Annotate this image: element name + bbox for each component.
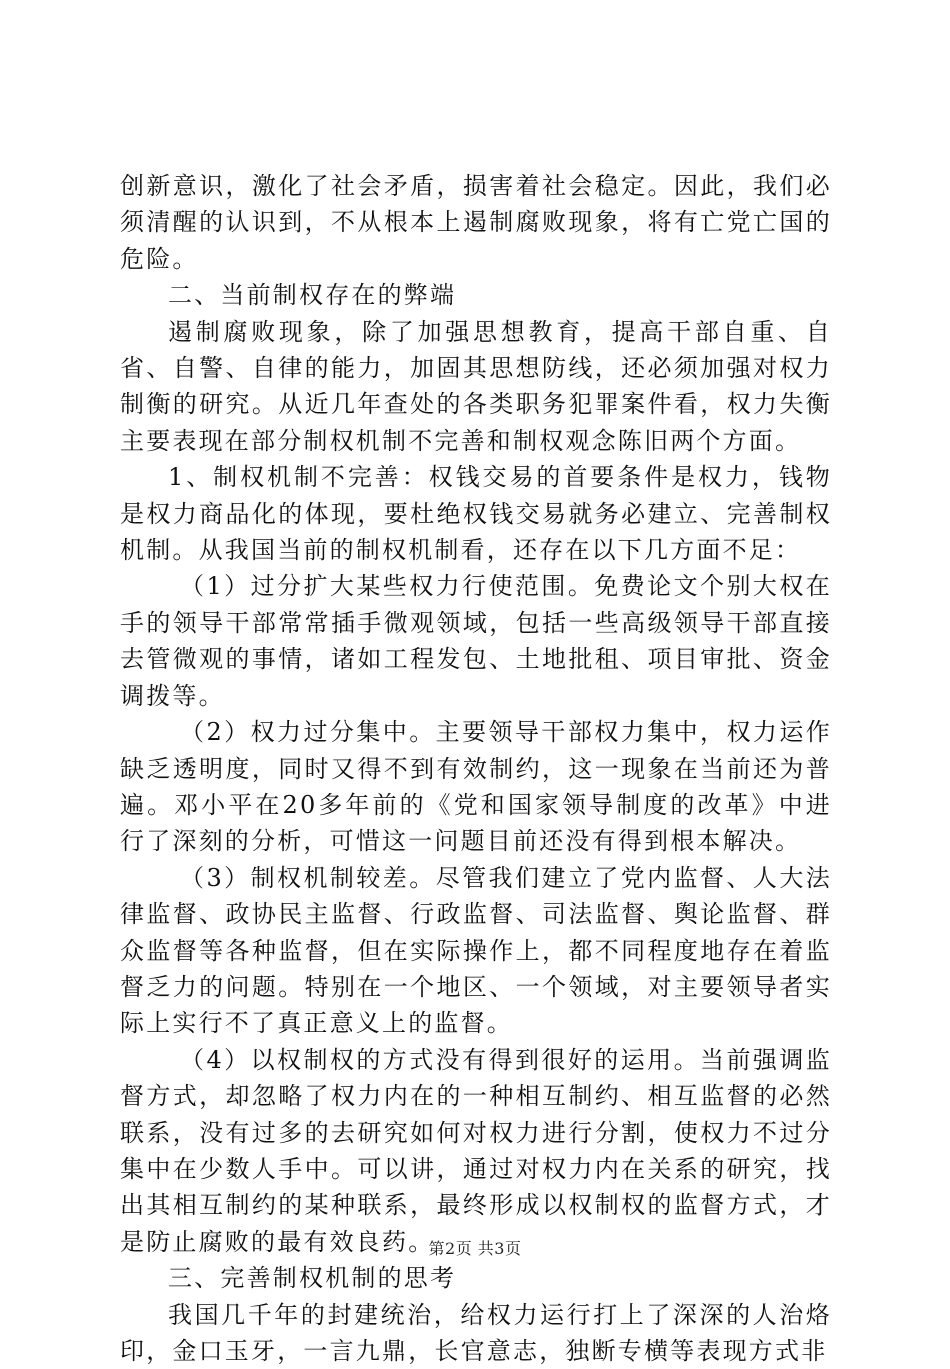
- document-body: [120, 168, 832, 1369]
- page-total: 共3页: [477, 1239, 522, 1258]
- paragraph-subitem-2: （2）权力过分集中。主要领导干部权力集中，权力运作缺乏透明度，同时又得不到有效制约，这一现象在当前还为普遍。邓小平在20多年前的《党和国家领导制度的改革》中进行了深刻的分析，可惜这一问题目前还没有得到根本解决。: [120, 718, 832, 856]
- paragraph-subitem-1: （1）过分扩大某些权力行使范围。免费论文个别大权在手的领导干部常常插手微观领域，包括一些高级领导干部直接去管微观的事情，诸如工程发包、土地批租、项目审批、资金调拨等。: [120, 572, 832, 710]
- paragraph-section-2-item-1: 1、制权机制不完善：权钱交易的首要条件是权力，钱物是权力商品化的体现，要杜绝权钱交易就务必建立、完善制权机制。从我国当前的制权机制看，还存在以下几方面不足：: [120, 463, 832, 565]
- paragraph-section-3-intro: 我国几千年的封建统治，给权力运行打上了深深的人治烙印，金口玉牙，一言九鼎，长官意志，独断专横等表现方式非: [120, 1300, 832, 1365]
- paragraph-subitem-4: （4）以权制权的方式没有得到很好的运用。当前强调监督方式，却忽略了权力内在的一种相互制约、相互监督的必然联系，没有过多的去研究如何对权力进行分割，使权力不过分集中在少数人手中。可以讲，通过对权力内在关系的研究，找出其相互制约的某种联系，最终形成以权制权的监督方式，才是防止腐败的最有效良药。: [120, 1045, 832, 1256]
- section-heading-3: 三、完善制权机制的思考: [168, 1264, 457, 1293]
- section-heading-2: 二、当前制权存在的弊端: [168, 281, 457, 310]
- paragraph-continued: 创新意识，激化了社会矛盾，损害着社会稳定。因此，我们必须清醒的认识到，不从根本上遏制腐败现象，将有亡党亡国的危险。: [120, 172, 832, 273]
- paragraph-subitem-3: （3）制权机制较差。尽管我们建立了党内监督、人大法律监督、政协民主监督、行政监督、司法监督、舆论监督、群众监督等各种监督，但在实际操作上，都不同程度地存在着监督乏力的问题。特别在一个地区、一个领域，对主要领导者实际上实行不了真正意义上的监督。: [120, 863, 832, 1038]
- paragraph-section-2-intro: 遏制腐败现象，除了加强思想教育，提高干部自重、自省、自警、自律的能力，加固其思想防线，还必须加强对权力制衡的研究。从近几年查处的各类职务犯罪案件看，权力失衡主要表现在部分制权机制不完善和制权观念陈旧两个方面。: [120, 317, 832, 455]
- page-number: 第2页: [428, 1239, 473, 1258]
- page-footer: [0, 1236, 950, 1259]
